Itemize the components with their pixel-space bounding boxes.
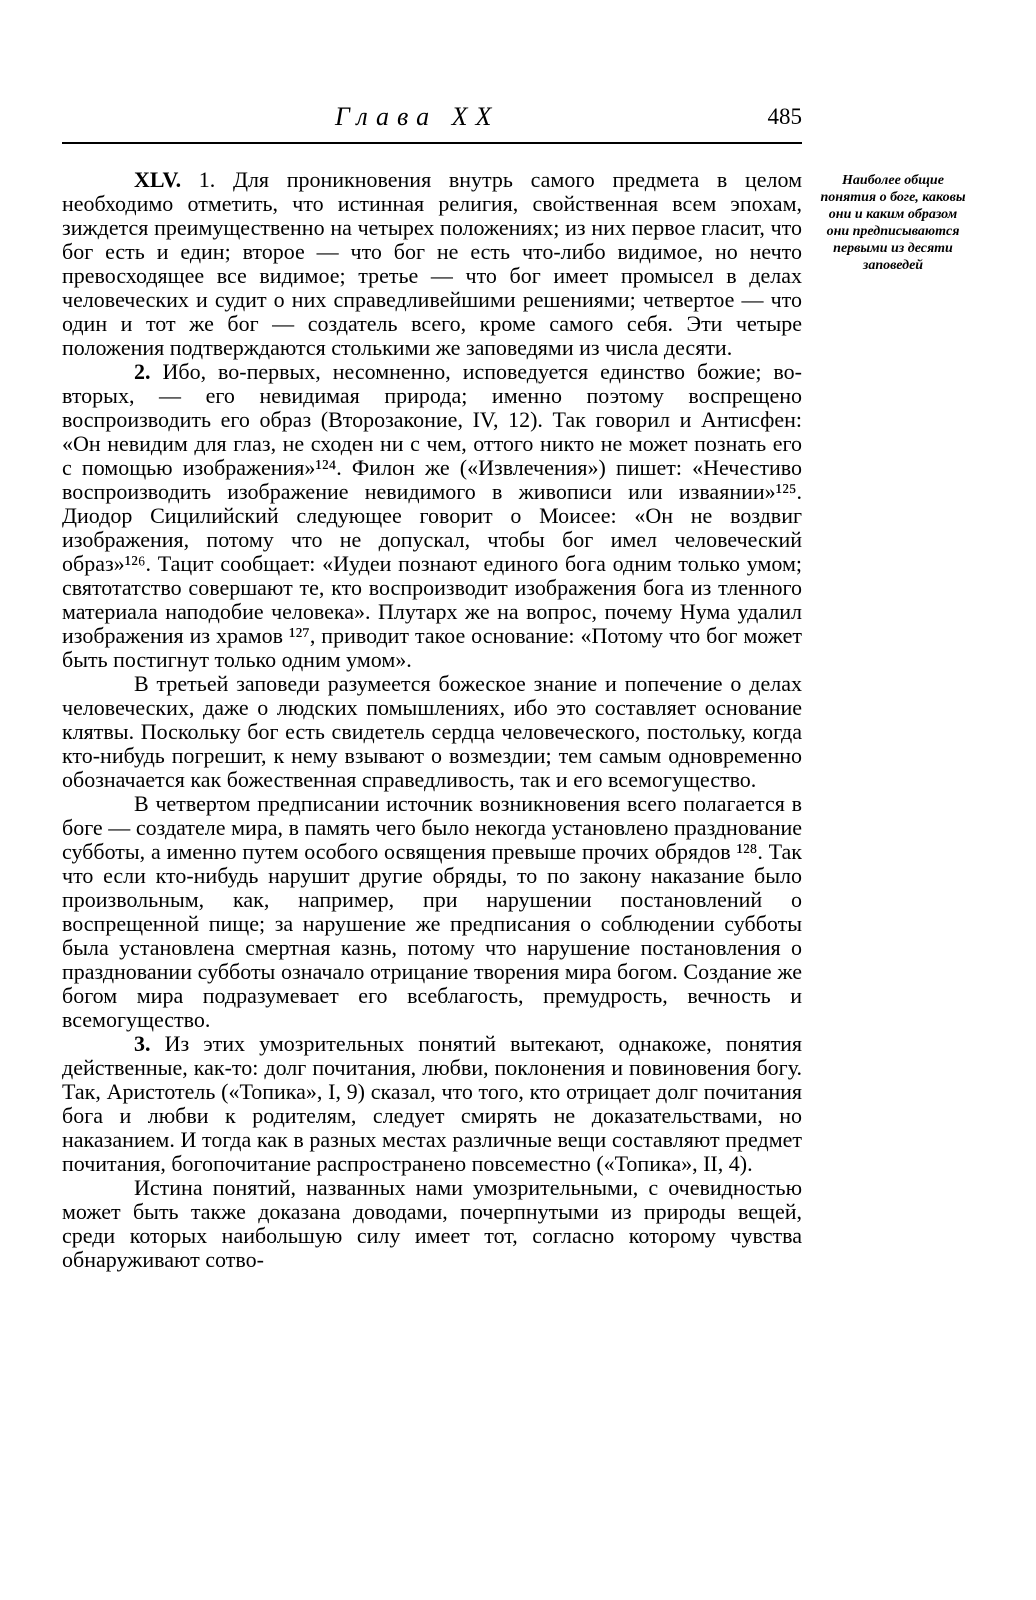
header-rule xyxy=(62,142,802,144)
paragraph-text: В четвертом предписании источник возникновения всего полагается в боге — создателе мира, в память чего было некогда установлено празднование субботы, а именно путем особого освящения превыше прочих обрядов ¹²⁸. Так что если кто-нибудь нарушит другие обряды, то по закону наказание было произвольным, как, например, при нарушении постановлений о воспрещенной пище; за нарушение же предписания о соблюдении субботы была установлена смертная казнь, потому что нарушение постановления о праздновании субботы означало отрицание творения мира богом. Создание же богом мира подразумевает его всеблагость, премудрость, вечность и всемогущество. xyxy=(62,791,802,1032)
paragraph-number: 2. xyxy=(134,359,151,384)
paragraph-truth-of-concepts xyxy=(62,1176,802,1272)
paragraph-text: Из этих умозрительных понятий вытекают, однакоже, понятия действенные, как-то: долг почитания, любви, поклонения и повиновения богу. Так, Аристотель («Топика», I, 9) сказал, что того, кто отрицает долг почитания бога и любви к родителям, следует смирять не доказательствами, но наказанием. И тогда как в разных местах различные вещи составляют предмет почитания, богопочитание распространено повсеместно («Топика», II, 4). xyxy=(62,1031,802,1176)
paragraph-section-1 xyxy=(62,168,802,360)
paragraph-fourth-commandment xyxy=(62,792,802,1032)
paragraph-number: 1. xyxy=(198,167,216,192)
main-text xyxy=(62,168,802,1272)
paragraph-number: 3. xyxy=(134,1031,151,1056)
section-label: XLV. xyxy=(134,167,182,192)
paragraph-text: Для проникновения внутрь самого предмета в целом необходимо отметить, что истинная религия, свойственная всем эпохам, зиждется преимущественно на четырех положениях; из них первое гласит, что бог есть и един; второе — что бог не есть что-либо видимое, но нечто превосходящее все видимое; третье — что бог имеет промысел в делах человеческих и судит о них справедливейшими решениями; четвертое — что один и тот же бог — создатель всего, кроме самого себя. Эти четыре положения подтверждаются столькими же заповедями из числа десяти. xyxy=(62,167,802,360)
paragraph-text: Ибо, во-первых, несомненно, исповедуется единство божие; во-вторых, — его невидимая природа; именно поэтому воспрещено воспроизводить его образ (Второзаконие, IV, 12). Так говорил и Антисфен: «Он невидим для глаз, не сходен ни с чем, оттого никто не может познать его с помощью изображения»¹²⁴. Филон же («Извлечения») пишет: «Нечестиво воспроизводить изображение невидимого в живописи или изваянии»¹²⁵. Диодор Сицилийский следующее говорит о Моисее: «Он не воздвиг изображения, потому что не допускал, чтобы бог имел человеческий образ»¹²⁶. Тацит сообщает: «Иудеи познают единого бога одним только умом; святотатство совершают те, кто воспроизводит изображения бога из тленного материала наподобие человека». Плутарх же на вопрос, почему Нума удалил изображения из храмов ¹²⁷, приводит такое основание: «Потому что бог может быть постигнут только одним умом». xyxy=(62,359,802,672)
paragraph-third-commandment xyxy=(62,672,802,792)
paragraph-text: Истина понятий, названных нами умозрительными, с очевидностью может быть также доказана доводами, почерпнутыми из природы вещей, среди которых наибольшую силу имеет тот, согласно которому чувства обнаруживают сотво- xyxy=(62,1175,802,1272)
chapter-title: Глава XX xyxy=(335,102,500,131)
paragraph-section-3 xyxy=(62,1032,802,1176)
paragraph-section-2 xyxy=(62,360,802,672)
page-number: 485 xyxy=(767,104,802,129)
running-head xyxy=(62,98,802,136)
marginal-note: Наиболее общие понятия о боге, каковы они и каким образом они предписываются первыми из десяти заповедей xyxy=(820,173,966,273)
paragraph-text: В третьей заповеди разумеется божеское знание и попечение о делах человеческих, даже о людских помышлениях, ибо это составляет основание клятвы. Поскольку бог есть свидетель сердца человеческого, постольку, когда кто-нибудь погрешит, к нему взывают о возмездии; тем самым одновременно обозначается как божественная справедливость, так и его всемогущество. xyxy=(62,671,802,792)
